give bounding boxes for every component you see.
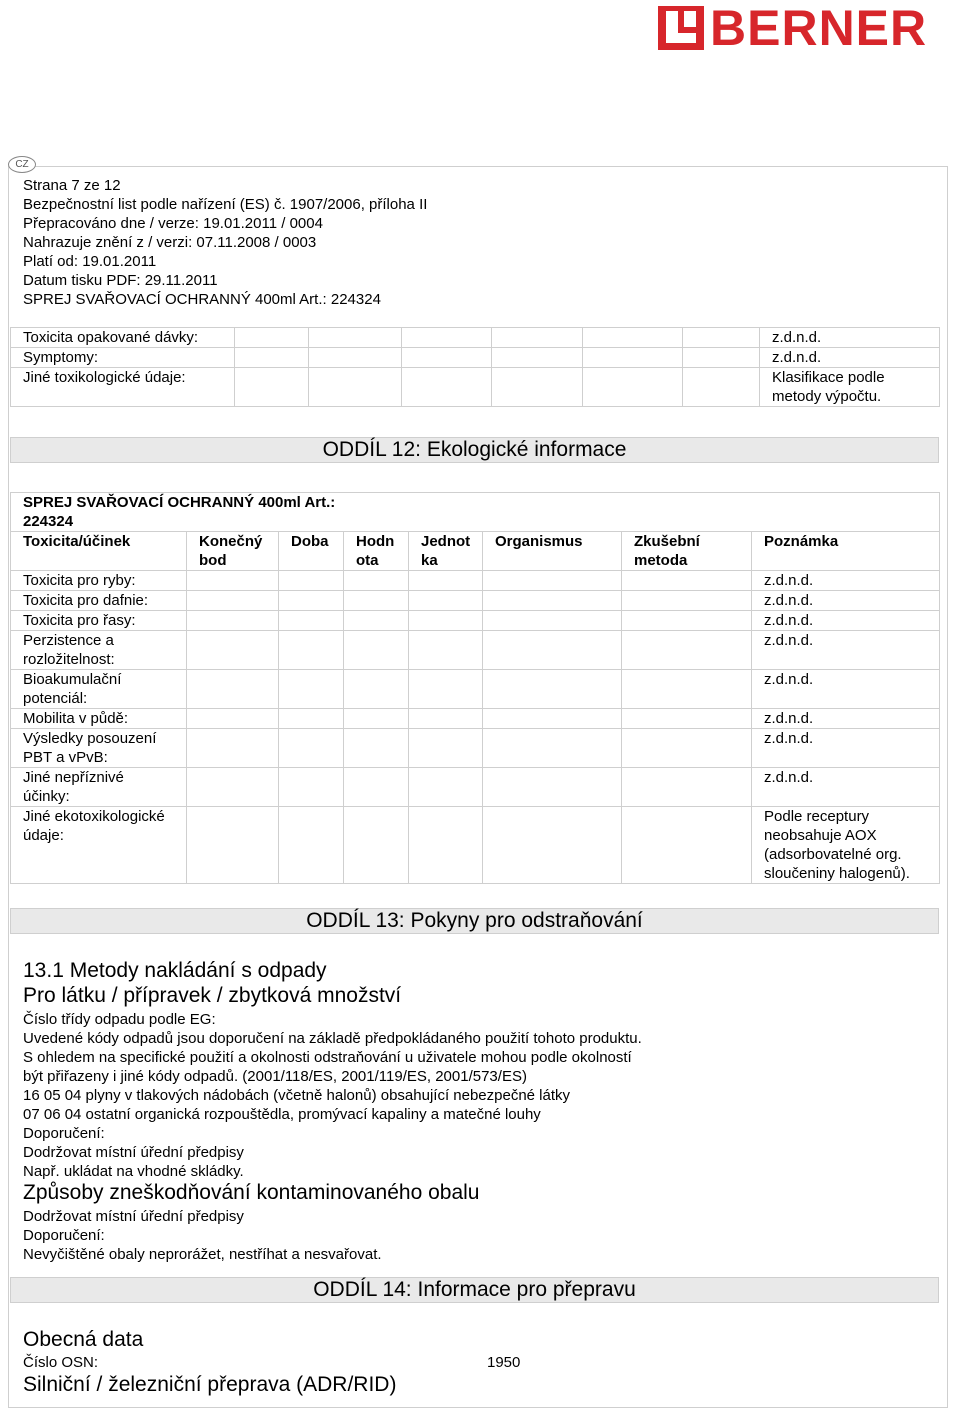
eco-label: Toxicita pro ryby: bbox=[11, 571, 187, 591]
packaging-heading: Způsoby zneškodňování kontaminovaného obalu bbox=[23, 1181, 480, 1204]
tox-note: Klasifikace podle metody výpočtu. bbox=[760, 368, 940, 407]
eco-product: SPREJ SVAŘOVACÍ OCHRANNÝ 400ml Art.: 224324 bbox=[11, 493, 940, 532]
waste-text-line: Uvedené kódy odpadů jsou doporučení na základě předpokládaného použití tohoto produktu. bbox=[23, 1030, 642, 1047]
table-header-row bbox=[11, 532, 940, 571]
header-replaces: Nahrazuje znění z / verzi: 07.11.2008 / 0003 bbox=[23, 234, 317, 251]
section-14-title: ODDÍL 14: Informace pro přepravu bbox=[10, 1277, 939, 1303]
header-valid-from: Platí od: 19.01.2011 bbox=[23, 253, 157, 270]
country-badge: CZ bbox=[8, 156, 36, 173]
eco-note: Podle receptury neobsahuje AOX (adsorbovatelné org. sloučeniny halogenů). bbox=[752, 807, 940, 884]
substance-heading: Pro látku / přípravek / zbytková množství bbox=[23, 984, 402, 1007]
table-row bbox=[11, 631, 940, 670]
packaging-text-line: Doporučení: bbox=[23, 1227, 105, 1244]
berner-logo-mark-icon bbox=[658, 6, 704, 50]
table-row bbox=[11, 709, 940, 729]
table-row bbox=[11, 729, 940, 768]
header-regulation: Bezpečnostní list podle nařízení (ES) č. 1907/2006, příloha II bbox=[23, 196, 428, 213]
eco-label: Mobilita v půdě: bbox=[11, 709, 187, 729]
eco-label: Toxicita pro řasy: bbox=[11, 611, 187, 631]
tox-table bbox=[10, 327, 940, 407]
eco-note: z.d.n.d. bbox=[752, 611, 940, 631]
eco-table bbox=[10, 492, 940, 884]
eco-note: z.d.n.d. bbox=[752, 670, 940, 709]
eco-label: Bioakumulační potenciál: bbox=[11, 670, 187, 709]
table-row bbox=[11, 368, 940, 407]
logo-text: BERNER bbox=[710, 0, 928, 56]
header-product: SPREJ SVAŘOVACÍ OCHRANNÝ 400ml Art.: 224324 bbox=[23, 291, 381, 308]
col-header: Zkušební metoda bbox=[622, 532, 752, 571]
tox-label: Symptomy: bbox=[11, 348, 235, 368]
col-header: Jednot ka bbox=[409, 532, 483, 571]
tox-label: Toxicita opakované dávky: bbox=[11, 328, 235, 348]
col-header: Organismus bbox=[483, 532, 622, 571]
waste-text-line: Např. ukládat na vhodné skládky. bbox=[23, 1163, 244, 1180]
eco-label: Jiné ekotoxikologické údaje: bbox=[11, 807, 187, 884]
table-row bbox=[11, 611, 940, 631]
eco-note: z.d.n.d. bbox=[752, 631, 940, 670]
eco-label: Výsledky posouzení PBT a vPvB: bbox=[11, 729, 187, 768]
eco-label: Jiné nepříznivé účinky: bbox=[11, 768, 187, 807]
eco-note: z.d.n.d. bbox=[752, 729, 940, 768]
col-header: Doba bbox=[279, 532, 344, 571]
eco-note: z.d.n.d. bbox=[752, 768, 940, 807]
header-page: Strana 7 ze 12 bbox=[23, 177, 121, 194]
eco-note: z.d.n.d. bbox=[752, 709, 940, 729]
table-row bbox=[11, 493, 940, 532]
un-number-label: Číslo OSN: bbox=[23, 1354, 99, 1371]
table-row bbox=[11, 591, 940, 611]
header-revised: Přepracováno dne / verze: 19.01.2011 / 0004 bbox=[23, 215, 323, 232]
eco-note: z.d.n.d. bbox=[752, 591, 940, 611]
berner-logo bbox=[658, 0, 958, 56]
table-row bbox=[11, 807, 940, 884]
waste-text-line: Doporučení: bbox=[23, 1125, 105, 1142]
col-header: Toxicita/účinek bbox=[11, 532, 187, 571]
waste-text-line: S ohledem na specifické použití a okolnosti odstraňování u uživatele mohou podle okolností bbox=[23, 1049, 632, 1066]
eco-label: Toxicita pro dafnie: bbox=[11, 591, 187, 611]
eco-note: z.d.n.d. bbox=[752, 571, 940, 591]
table-row bbox=[11, 348, 940, 368]
waste-text-line: být přiřazeny i jiné kódy odpadů. (2001/118/ES, 2001/119/ES, 2001/573/ES) bbox=[23, 1068, 527, 1085]
tox-note: z.d.n.d. bbox=[760, 348, 940, 368]
waste-text-line: Dodržovat místní úřední předpisy bbox=[23, 1144, 244, 1161]
header-print-date: Datum tisku PDF: 29.11.2011 bbox=[23, 272, 218, 289]
general-data-heading: Obecná data bbox=[23, 1328, 144, 1351]
waste-text-line: 16 05 04 plyny v tlakových nádobách (včetně halonů) obsahující nebezpečné látky bbox=[23, 1087, 571, 1104]
section-12-title: ODDÍL 12: Ekologické informace bbox=[10, 437, 939, 463]
table-row bbox=[11, 670, 940, 709]
eco-label: Perzistence a rozložitelnost: bbox=[11, 631, 187, 670]
tox-label: Jiné toxikologické údaje: bbox=[11, 368, 235, 407]
col-header: Konečný bod bbox=[187, 532, 279, 571]
packaging-text-line: Dodržovat místní úřední předpisy bbox=[23, 1208, 244, 1225]
packaging-text-line: Nevyčištěné obaly neprorážet, nestříhat a nesvařovat. bbox=[23, 1246, 382, 1263]
col-header: Hodn ota bbox=[344, 532, 409, 571]
waste-text-line: 07 06 04 ostatní organická rozpouštědla, promývací kapaliny a matečné louhy bbox=[23, 1106, 541, 1123]
road-rail-heading: Silniční / železniční přeprava (ADR/RID) bbox=[23, 1373, 397, 1396]
methods-heading: 13.1 Metody nakládání s odpady bbox=[23, 959, 327, 982]
col-header: Poznámka bbox=[752, 532, 940, 571]
tox-note: z.d.n.d. bbox=[760, 328, 940, 348]
section-13-title: ODDÍL 13: Pokyny pro odstraňování bbox=[10, 908, 939, 934]
table-row bbox=[11, 768, 940, 807]
waste-text-line: Číslo třídy odpadu podle EG: bbox=[23, 1011, 216, 1028]
table-row bbox=[11, 328, 940, 348]
table-row bbox=[11, 571, 940, 591]
un-number-value: 1950 bbox=[487, 1354, 521, 1371]
